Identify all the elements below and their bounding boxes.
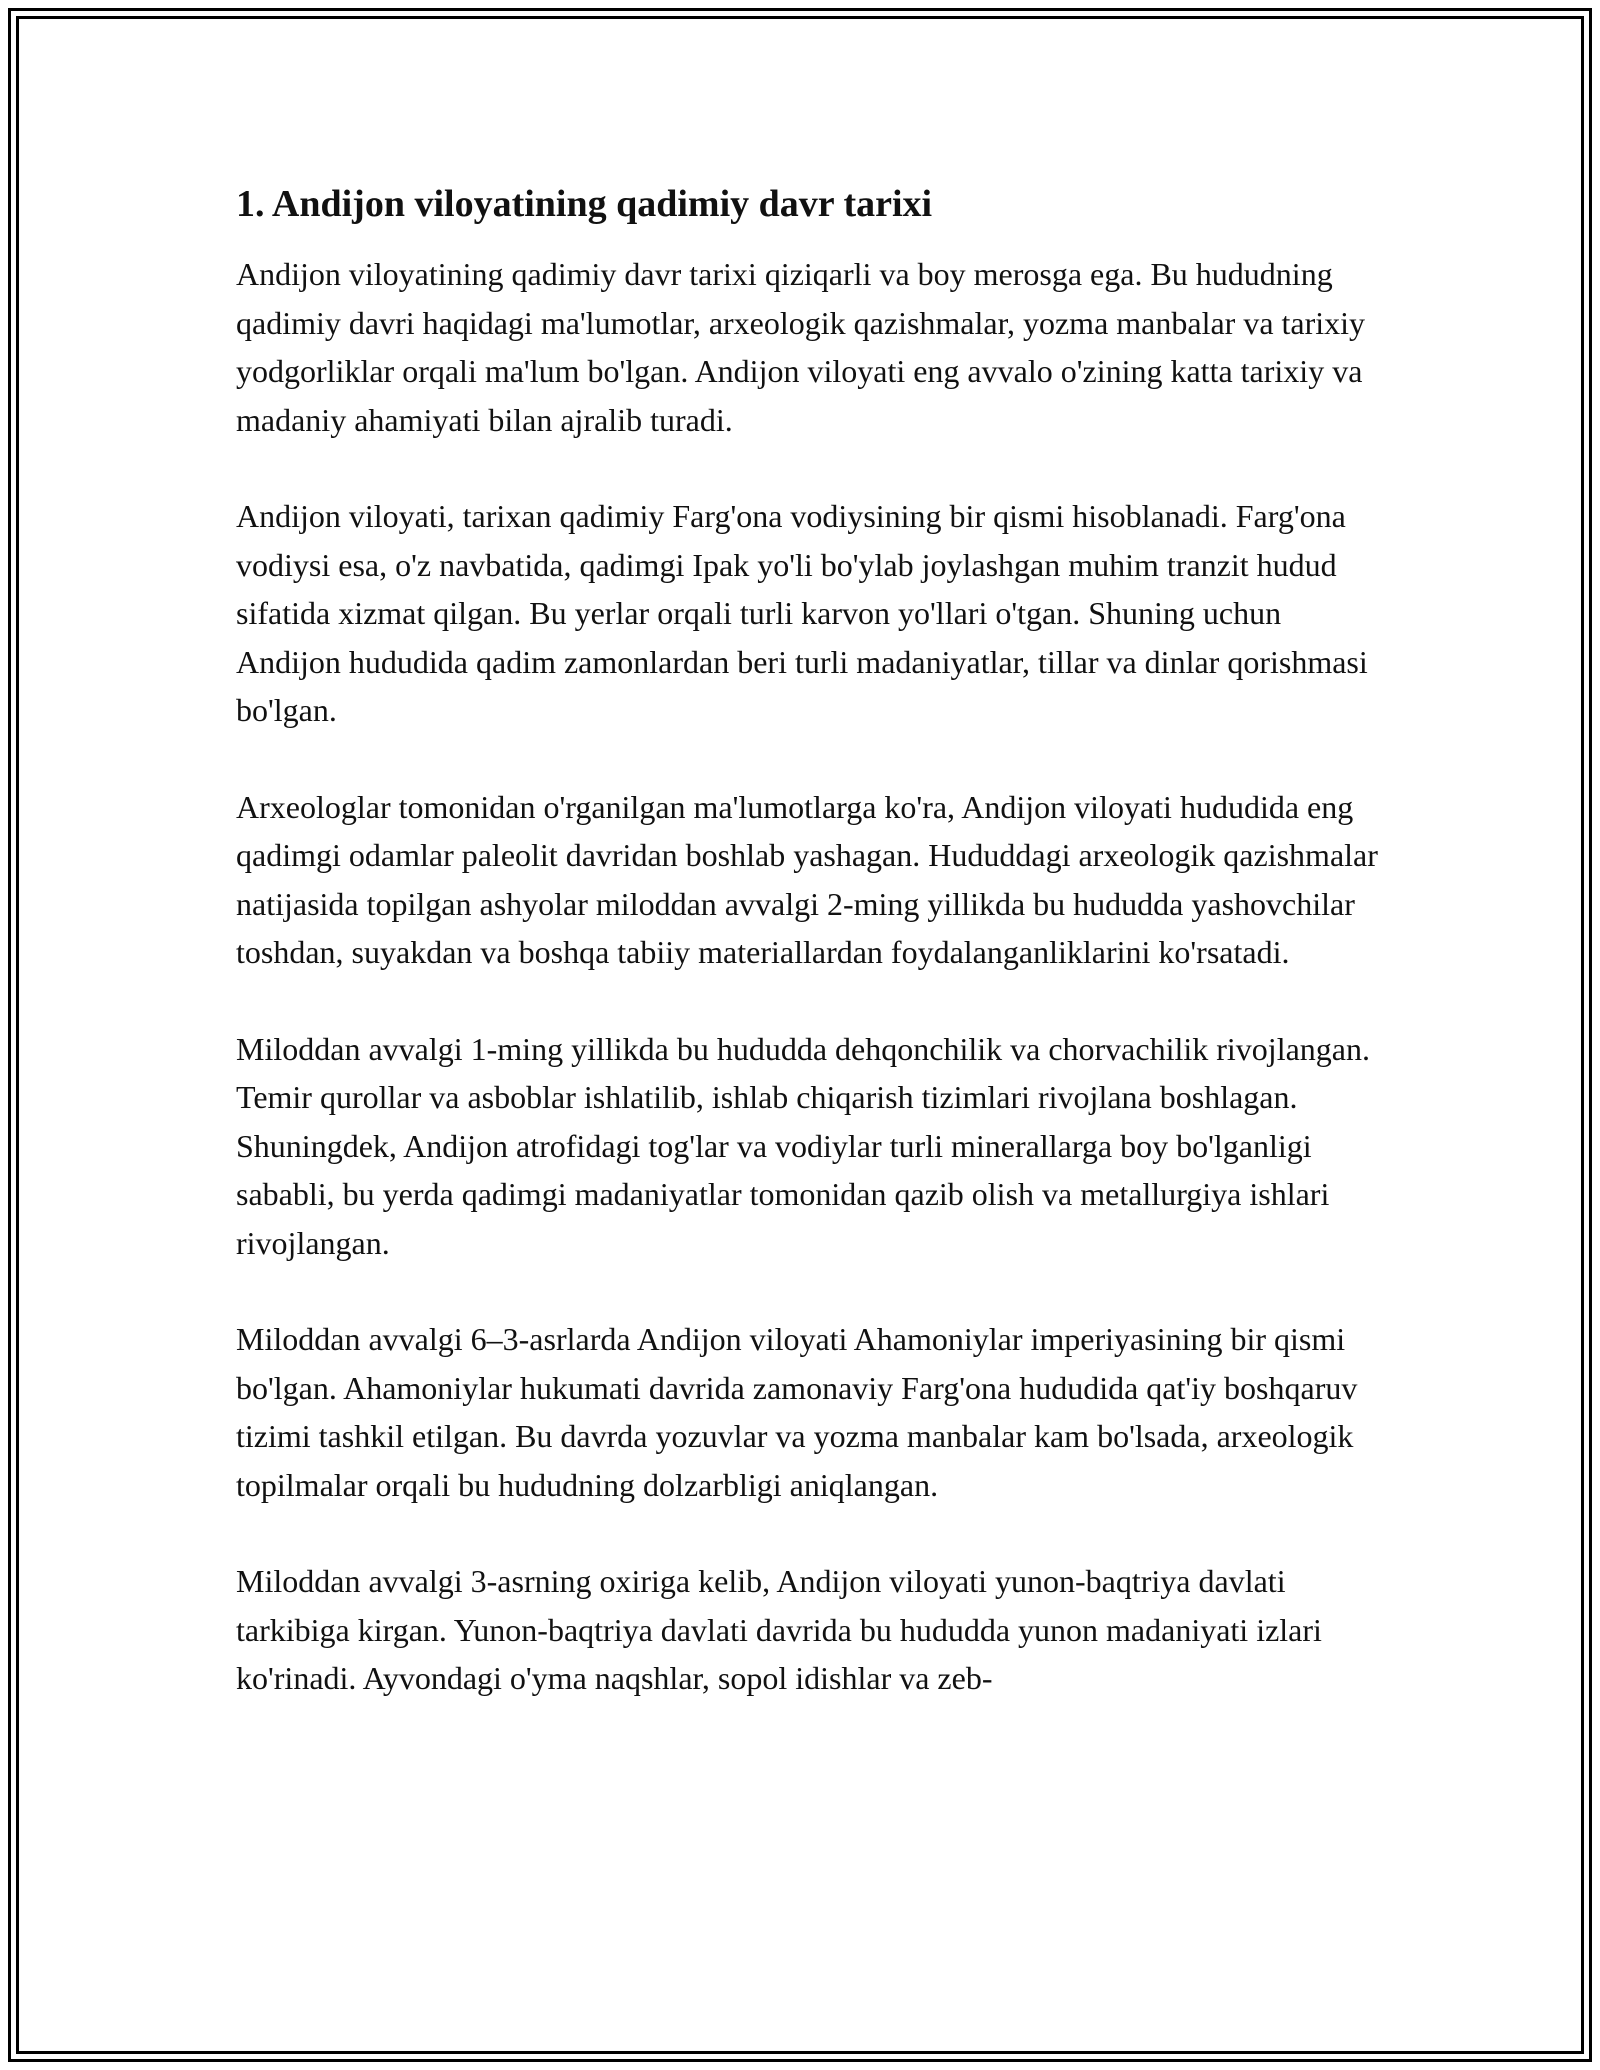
paragraph-1: Andijon viloyatining qadimiy davr tarixi qiziqarli va boy merosga ega. Bu hududning qadimiy davri haqidagi ma'lumotlar, arxeologik qazishmalar, yozma manbalar va tarixiy yodgorliklar orqali ma'lum bo'lgan. Andijon viloyati eng avvalo o'zining katta tarixiy va madaniy ahamiyati bilan ajralib turadi. <box>236 256 1366 438</box>
paragraph-2: Andijon viloyati, tarixan qadimiy Farg'ona vodiysining bir qismi hisoblanadi. Farg'ona vodiysi esa, o'z navbatida, qadimgi Ipak yo'li bo'ylab joylashgan muhim tranzit hudud sifatida xizmat qilgan. Bu yerlar orqali turli karvon yo'llari o'tgan. Shuning uchun Andijon hududida qadim zamonlardan beri turli madaniyatlar, tillar va dinlar qorishmasi bo'lgan. <box>236 498 1368 728</box>
document-body <box>236 180 1386 1751</box>
paragraph-3: Arxeologlar tomonidan o'rganilgan ma'lumotlarga ko'ra, Andijon viloyati hududida eng qadimgi odamlar paleolit davridan boshlab yashagan. Hududdagi arxeologik qazishmalar natijasida topilgan ashyolar miloddan avvalgi 2-ming yillikda bu hududda yashovchilar toshdan, suyakdan va boshqa tabiiy materiallardan foydalanganliklarini ko'rsatadi. <box>236 788 1378 970</box>
paragraph-5: Miloddan avvalgi 6–3-asrlarda Andijon viloyati Ahamoniylar imperiyasining bir qismi bo'lgan. Ahamoniylar hukumati davrida zamonaviy Farg'ona hududida qat'iy boshqaruv tizimi tashkil etilgan. Bu davrda yozuvlar va yozma manbalar kam bo'lsada, arxeologik topilmalar orqali bu hududning dolzarbligi aniqlangan. <box>236 1321 1358 1503</box>
section-heading: 1. Andijon viloyatining qadimiy davr tarixi <box>236 183 933 225</box>
paragraph-6: Miloddan avvalgi 3-asrning oxiriga kelib, Andijon viloyati yunon-baqtriya davlati tarkibiga kirgan. Yunon-baqtriya davlati davrida bu hududda yunon madaniyati izlari ko'rinadi. Ayvondagi o'yma naqshlar, sopol idishlar va zeb- <box>236 1563 1322 1696</box>
paragraph-4: Miloddan avvalgi 1-ming yillikda bu hududda dehqonchilik va chorvachilik rivojlangan. Temir qurollar va asboblar ishlatilib, ishlab chiqarish tizimlari rivojlana boshlagan. Shuningdek, Andijon atrofidagi tog'lar va vodiylar turli minerallarga boy bo'lganligi sababli, bu yerda qadimgi madaniyatlar tomonidan qazib olish va metallurgiya ishlari rivojlangan. <box>236 1030 1370 1261</box>
